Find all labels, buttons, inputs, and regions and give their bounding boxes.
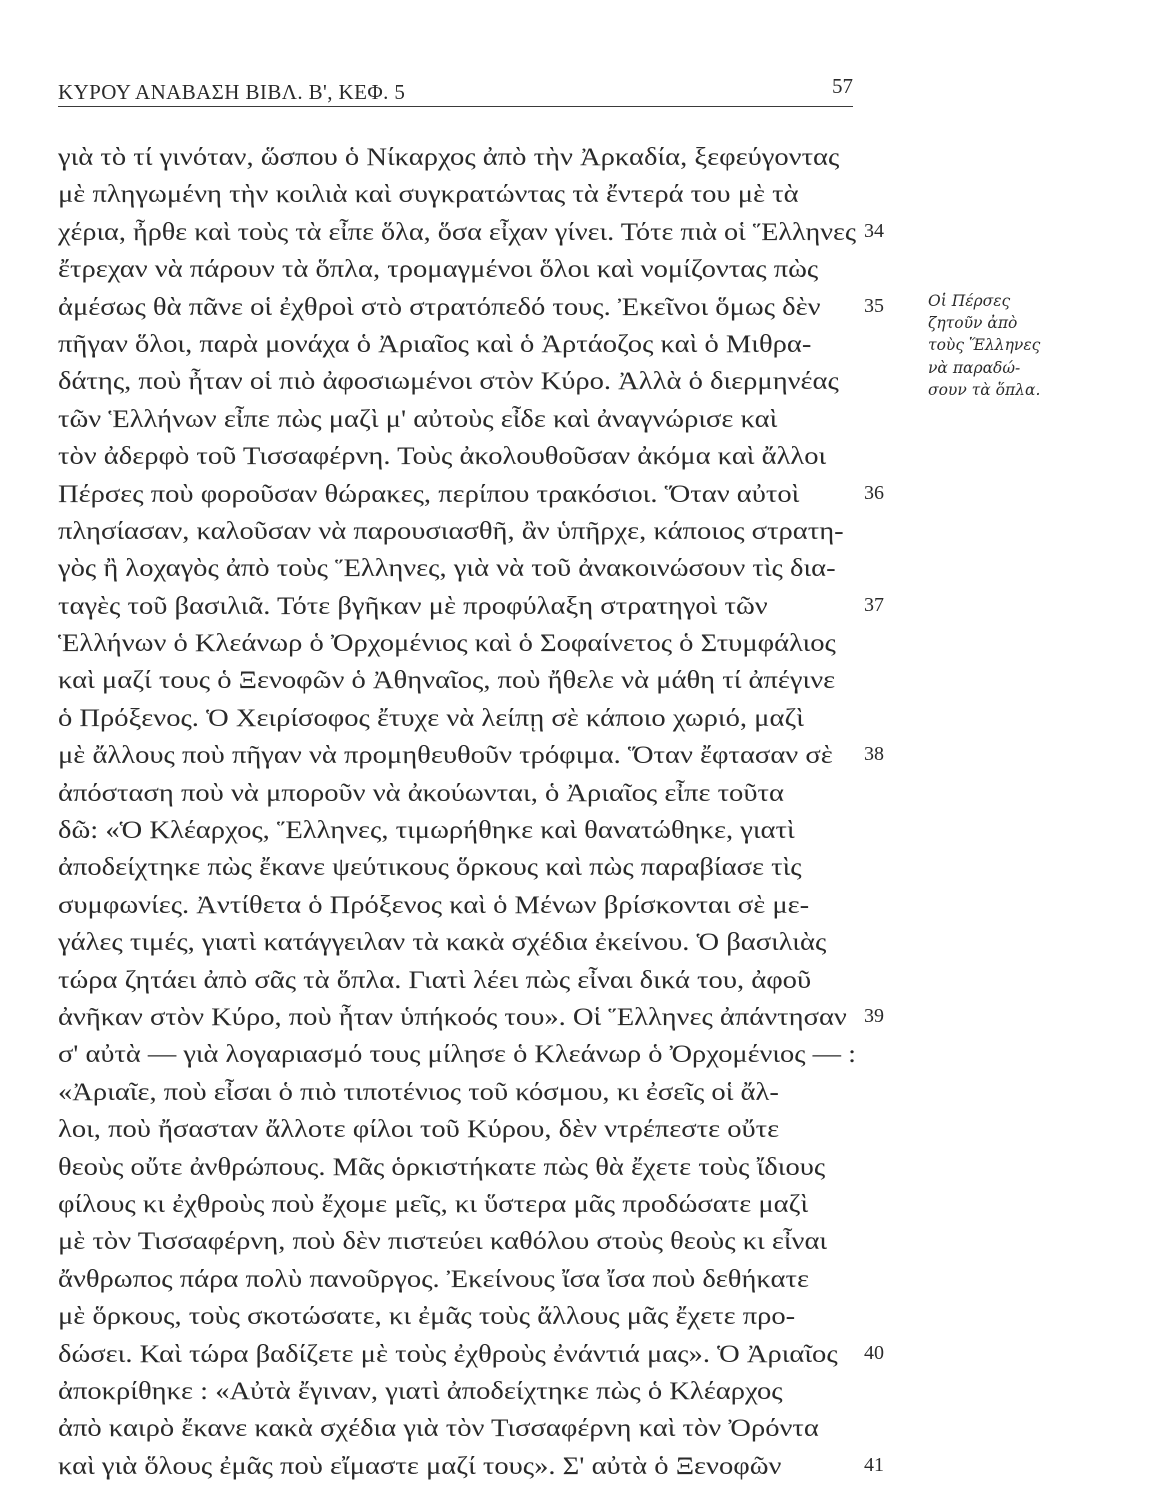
text-line [58, 400, 1058, 437]
text-line [58, 774, 1058, 811]
line-text: ἀμέσως θὰ πᾶνε οἱ ἐχθροὶ στὸ στρατόπεδό τους. Ἐκεῖνοι ὅμως δὲν [58, 291, 821, 321]
text-line [58, 362, 1058, 399]
text-line [58, 250, 1058, 287]
text-line [58, 848, 1058, 885]
line-text: «Ἀριαῖε, ποὺ εἶσαι ὁ πιὸ τιποτένιος τοῦ κόσμου, κι ἐσεῖς οἱ ἄλ- [58, 1076, 779, 1106]
text-line [58, 923, 1058, 960]
text-line [58, 175, 1058, 212]
section-number: 34 [864, 219, 884, 242]
body-text [58, 138, 1058, 1484]
section-number: 40 [864, 1341, 884, 1364]
margin-note-line: σουν τὰ ὅπλα. [928, 380, 1041, 399]
line-text: μὲ ὅρκους, τοὺς σκοτώσατε, κι ἐμᾶς τοὺς ἄλλους μᾶς ἔχετε προ- [58, 1301, 796, 1331]
line-text: φίλους κι ἐχθροὺς ποὺ ἔχομε μεῖς, κι ὕστερα μᾶς προδώσατε μαζὶ [58, 1188, 809, 1218]
header-rule [58, 106, 853, 107]
page-header [58, 74, 853, 106]
line-text: λοι, ποὺ ἤσασταν ἄλλοτε φίλοι τοῦ Κύρου, δὲν ντρέπεστε οὔτε [58, 1114, 780, 1144]
line-text: μὲ πληγωμένη τὴν κοιλιὰ καὶ συγκρατώντας τὰ ἔντερά του μὲ τὰ [58, 179, 799, 209]
line-text: δῶ: «Ὁ Κλέαρχος, Ἕλληνες, τιμωρήθηκε καὶ θανατώθηκε, γιατὶ [58, 815, 795, 845]
line-text: μὲ ἄλλους ποὺ πῆγαν νὰ προμηθευθοῦν τρόφιμα. Ὅταν ἔφτασαν σὲ [58, 740, 833, 770]
text-line [58, 288, 1058, 325]
line-text: ἀπόσταση ποὺ νὰ μποροῦν νὰ ἀκούωνται, ὁ Ἀριαῖος εἶπε τοῦτα [58, 777, 784, 807]
margin-note-line: νὰ παραδώ- [928, 358, 1021, 377]
text-line [58, 624, 1058, 661]
section-number: 36 [864, 481, 884, 504]
text-line [58, 961, 1058, 998]
line-text: πλησίασαν, καλοῦσαν νὰ παρουσιασθῆ, ἂν ὑπῆρχε, κάποιος στρατη- [58, 515, 844, 545]
line-text: καὶ γιὰ ὅλους ἐμᾶς ποὺ εἴμαστε μαζί τους». Σ' αὐτὰ ὁ Ξενοφῶν [58, 1450, 782, 1480]
margin-note [928, 290, 1088, 401]
line-text: ἀπὸ καιρὸ ἔκανε κακὰ σχέδια γιὰ τὸν Τισσαφέρνη καὶ τὸν Ὀρόντα [58, 1413, 819, 1443]
line-text: γάλες τιμές, γιατὶ κατάγγειλαν τὰ κακὰ σχέδια ἐκείνου. Ὁ βασιλιὰς [58, 927, 827, 957]
text-line [58, 1297, 1058, 1334]
text-line [58, 549, 1058, 586]
text-line [58, 1073, 1058, 1110]
line-text: δώσει. Καὶ τώρα βαδίζετε μὲ τοὺς ἐχθροὺς ἐνάντιά μας». Ὁ Ἀριαῖος [58, 1338, 838, 1368]
margin-note-line: ζητοῦν ἀπὸ [928, 314, 1018, 333]
text-line [58, 437, 1058, 474]
text-line [58, 1110, 1058, 1147]
line-text: ἄνθρωπος πάρα πολὺ πανοῦργος. Ἐκείνους ἴσα ἴσα ποὺ δεθήκατε [58, 1263, 809, 1293]
text-line [58, 1447, 1058, 1484]
text-line [58, 1035, 1058, 1072]
line-text: ἀνῆκαν στὸν Κύρο, ποὺ ἦταν ὑπήκοός του». Οἱ Ἕλληνες ἀπάντησαν [58, 1001, 847, 1031]
section-number: 39 [864, 1004, 884, 1027]
text-line [58, 138, 1058, 175]
text-line [58, 811, 1058, 848]
text-line [58, 1409, 1058, 1446]
text-line [58, 1222, 1058, 1259]
line-text: ἔτρεχαν νὰ πάρουν τὰ ὅπλα, τρομαγμένοι ὅλοι καὶ νομίζοντας πὼς [58, 254, 819, 284]
text-line [58, 512, 1058, 549]
line-text: ταγὲς τοῦ βασιλιᾶ. Τότε βγῆκαν μὲ προφύλαξη στρατηγοὶ τῶν [58, 590, 768, 620]
text-line [58, 886, 1058, 923]
section-number: 38 [864, 743, 884, 766]
text-line [58, 325, 1058, 362]
line-text: χέρια, ἦρθε καὶ τοὺς τὰ εἶπε ὅλα, ὅσα εἶχαν γίνει. Τότε πιὰ οἱ Ἕλληνες [58, 216, 856, 246]
line-text: Ἑλλήνων ὁ Κλεάνωρ ὁ Ὀρχομένιος καὶ ὁ Σοφαίνετος ὁ Στυμφάλιος [58, 628, 836, 658]
text-line [58, 736, 1058, 773]
line-text: γὸς ἢ λοχαγὸς ἀπὸ τοὺς Ἕλληνες, γιὰ νὰ τοῦ ἀνακοινώσουν τὶς δια- [58, 553, 836, 583]
line-text: ὁ Πρόξενος. Ὁ Χειρίσοφος ἔτυχε νὰ λείπῃ σὲ κάποιο χωριό, μαζὶ [58, 702, 804, 732]
line-text: ἀποδείχτηκε πὼς ἔκανε ψεύτικους ὅρκους καὶ πὼς παραβίασε τὶς [58, 852, 802, 882]
text-line [58, 1185, 1058, 1222]
line-text: τὸν ἀδερφὸ τοῦ Τισσαφέρνη. Τοὺς ἀκολουθοῦσαν ἀκόμα καὶ ἄλλοι [58, 441, 827, 471]
line-text: σ' αὐτὰ — γιὰ λογαριασμό τους μίλησε ὁ Κλεάνωρ ὁ Ὀρχομένιος — : [58, 1039, 856, 1069]
line-text: πῆγαν ὅλοι, παρὰ μονάχα ὁ Ἀριαῖος καὶ ὁ Ἀρτάοζος καὶ ὁ Μιθρα- [58, 328, 812, 358]
text-line [58, 1260, 1058, 1297]
text-line [58, 475, 1058, 512]
line-text: μὲ τὸν Τισσαφέρνη, ποὺ δὲν πιστεύει καθόλου στοὺς θεοὺς κι εἶναι [58, 1226, 828, 1256]
line-text: Πέρσες ποὺ φοροῦσαν θώρακες, περίπου τρακόσιοι. Ὅταν αὐτοὶ [58, 478, 800, 508]
text-line [58, 1148, 1058, 1185]
margin-note-line: Οἱ Πέρσες [928, 292, 1011, 310]
line-text: γιὰ τὸ τί γινόταν, ὥσπου ὁ Νίκαρχος ἀπὸ τὴν Ἀρκαδία, ξεφεύγοντας [58, 142, 840, 171]
text-line [58, 1372, 1058, 1409]
line-text: ἀποκρίθηκε : «Αὐτὰ ἔγιναν, γιατὶ ἀποδείχτηκε πὼς ὁ Κλέαρχος [58, 1375, 783, 1405]
line-text: θεοὺς οὔτε ἀνθρώπους. Μᾶς ὁρκιστήκατε πὼς θὰ ἔχετε τοὺς ἴδιους [58, 1151, 826, 1181]
line-text: καὶ μαζί τους ὁ Ξενοφῶν ὁ Ἀθηναῖος, ποὺ ἤθελε νὰ μάθη τί ἀπέγινε [58, 665, 836, 695]
line-text: τῶν Ἑλλήνων εἶπε πὼς μαζὶ μ' αὐτοὺς εἶδε καὶ ἀναγνώρισε καὶ [58, 403, 778, 433]
section-number: 35 [864, 294, 884, 317]
section-number: 41 [864, 1453, 884, 1476]
text-line [58, 587, 1058, 624]
line-text: συμφωνίες. Ἀντίθετα ὁ Πρόξενος καὶ ὁ Μένων βρίσκονται σὲ με- [58, 889, 810, 919]
text-line [58, 661, 1058, 698]
line-text: δάτης, ποὺ ἦταν οἱ πιὸ ἀφοσιωμένοι στὸν Κύρο. Ἀλλὰ ὁ διερμηνέας [58, 366, 839, 396]
margin-note-line: τοὺς Ἕλληνες [928, 336, 1041, 355]
section-number: 37 [864, 593, 884, 616]
text-line [58, 699, 1058, 736]
text-line [58, 998, 1058, 1035]
line-text: τώρα ζητάει ἀπὸ σᾶς τὰ ὅπλα. Γιατὶ λέει πὼς εἶναι δικά του, ἀφοῦ [58, 964, 812, 994]
running-title: ΚΥΡΟΥ ΑΝΑΒΑΣΗ ΒΙΒΛ. Β', ΚΕΦ. 5 [58, 80, 406, 104]
text-line [58, 1335, 1058, 1372]
page-number: 57 [832, 74, 853, 98]
text-line [58, 213, 1058, 250]
